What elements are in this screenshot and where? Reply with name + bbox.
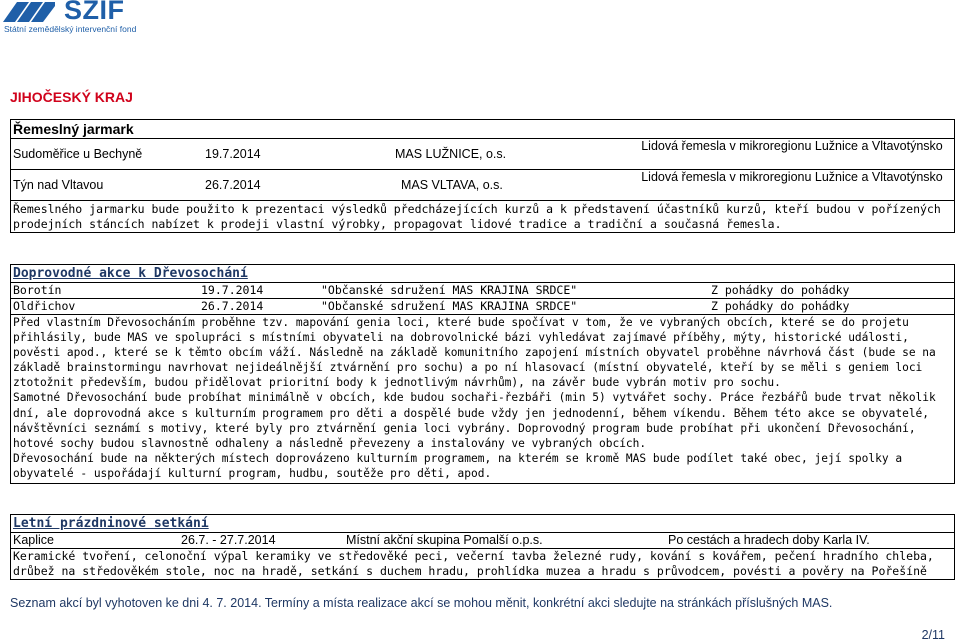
event-description: Keramické tvoření, celonoční výpal keramiky ve středověké peci, večerní tavba železné rudy, kování s kovářem, pečení hradního chleba, drůbež na středověkém stole, noc na hradě, setkání s duchem hradu, prohlídka muzea a hradu s průvodcem, povésti a pověry na Pořešíně xyxy=(11,549,955,580)
event-organizer: "Občanské sdružení MAS KRAJINA SRDCE" xyxy=(321,299,578,313)
event-date: 19.7.2014 xyxy=(205,147,261,161)
logo-subtitle: Státní zemědělský intervenční fond xyxy=(4,24,137,34)
block-title: Doprovodné akce k Dřevosochání xyxy=(11,265,955,283)
event-date: 26.7. - 27.7.2014 xyxy=(181,533,276,547)
event-row xyxy=(11,533,955,549)
block-title: Letní prázdninové setkání xyxy=(11,515,955,533)
event-block-setkani xyxy=(10,514,955,580)
page-number: 2/11 xyxy=(921,628,945,642)
event-theme: Lidová řemesla v mikroregionu Lužnice a Vltavotýnsko xyxy=(641,139,943,153)
block-title: Řemeslný jarmark xyxy=(11,120,955,139)
event-organizer: MAS LUŽNICE, o.s. xyxy=(395,147,507,161)
event-place: Borotín xyxy=(13,283,62,297)
event-theme: Z pohádky do pohádky xyxy=(711,283,850,297)
event-row xyxy=(11,299,955,315)
event-date: 26.7.2014 xyxy=(201,299,264,313)
event-block-drevosochani xyxy=(10,264,955,484)
event-theme: Lidová řemesla v mikroregionu Lužnice a Vltavotýnsko xyxy=(641,170,943,184)
event-theme: Po cestách a hradech doby Karla IV. xyxy=(668,533,870,547)
event-organizer: "Občanské sdružení MAS KRAJINA SRDCE" xyxy=(321,283,578,297)
region-title: JIHOČESKÝ KRAJ xyxy=(10,89,133,105)
event-block-jarmark xyxy=(10,119,955,233)
event-place: Sudoměřice u Bechyně xyxy=(13,147,143,161)
logo-word: SZIF xyxy=(64,0,125,25)
event-theme: Z pohádky do pohádky xyxy=(711,299,850,313)
event-description: Před vlastním Dřevosocháním proběhne tzv. mapování genia loci, které bude spočívat v tom, že ve vybraných obcích, které se do projetu přihlásily, bude MAS ve spolupráci s místními obyvateli na dobrovolnické bázi vyhledávat zajímavé příběhy, mýty, historické události, pověsti apod., které se k těmto obcím váží. Následně na základě komunitního zapojení místních obyvatel proběhne návrhová část (bude se na základě brainstormingu navrhovat nejideálnější ztvárnění pro sochu) a po ní hlasovací (místní obyvatelé, kteří by se měli s geniem loci ztotožnit především, budou přidělovat prioritní body k jednotlivým návrhům), na závěr bude vybrán motiv pro sochu. Samotné Dřevosochání bude probíhat minimálně v obcích, kde budou sochaři-řezbáři (min 5) vytvářet sochy. Práce řezbářů bude trvat několik dní, ale doprovodná akce s kulturním programem pro děti a dospělé bude vždy jen jednodenní, během víkendu. Během této akce se obyvatelé, návštěvníci seznámí s motivy, které byly pro ztvárnění genia loci vybrány. Doprovodný program bude probíhat při ukončení Dřevosochání, hotové sochy budou slavnostně odhaleny a následně převezeny a instalovány ve vybraných obcích. Dřevosochání bude na některých místech doprovázeno kulturním programem, na kterém se kromě MAS bude podílet také obec, její spolky a obyvatelé - uspořádají kulturní program, hudbu, soutěže pro děti, apod. xyxy=(11,315,955,484)
event-place: Týn nad Vltavou xyxy=(13,178,104,192)
event-place: Oldřichov xyxy=(13,299,76,313)
event-date: 26.7.2014 xyxy=(205,178,261,192)
event-organizer: Místní akční skupina Pomalší o.p.s. xyxy=(346,533,543,547)
szif-logo xyxy=(3,0,163,38)
footer-note: Seznam akcí byl vyhotoven ke dni 4. 7. 2014. Termíny a místa realizace akcí se mohou měnit, konkrétní akci sledujte na stránkách příslušných MAS. xyxy=(10,596,833,610)
szif-logo-mark-icon xyxy=(3,2,55,22)
event-row xyxy=(11,283,955,299)
event-date: 19.7.2014 xyxy=(201,283,264,297)
event-organizer: MAS VLTAVA, o.s. xyxy=(401,178,503,192)
event-description: Řemeslného jarmarku bude použito k prezentaci výsledků předcházejících kurzů a k představení účastníků kurzů, kteří budou v pořízených prodejních stáncích nabízet k prodeji vlastní výrobky, propagovat lidové tradice a tradiční a současná řemesla. xyxy=(11,201,955,233)
event-row xyxy=(11,139,955,170)
event-row xyxy=(11,170,955,201)
event-place: Kaplice xyxy=(13,533,54,547)
